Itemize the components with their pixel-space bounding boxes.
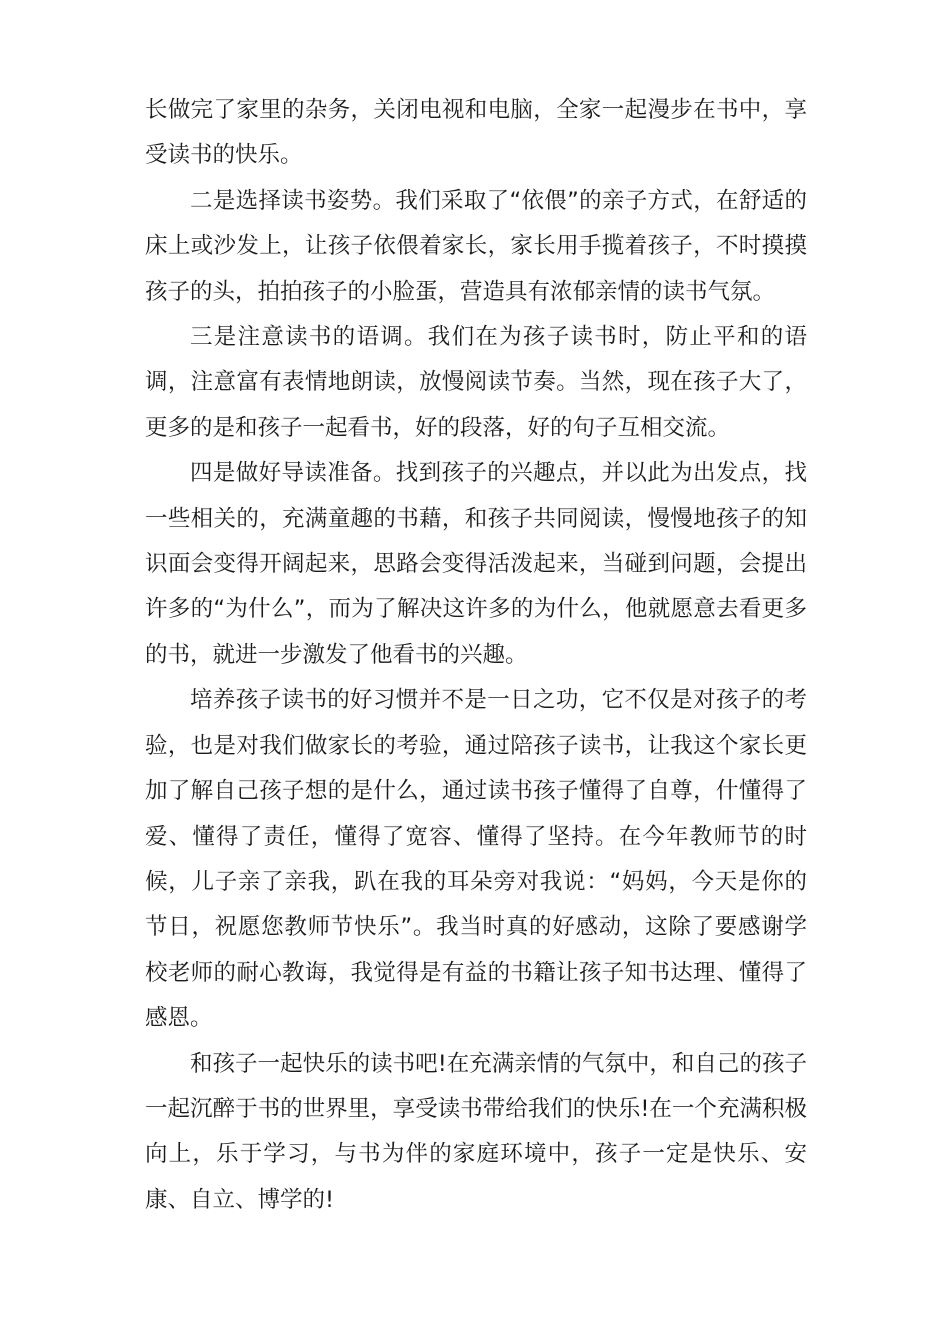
paragraph-reading-tone: 三是注意读书的语调。我们在为孩子读书时，防止平和的语调，注意富有表情地朗读，放慢阅读节奏。当然，现在孩子大了，更多的是和孩子一起看书，好的段落，好的句子互相交流。 xyxy=(145,324,807,441)
body-text xyxy=(145,88,807,1223)
paragraph-reading-posture: 二是选择读书姿势。我们采取了“依偎”的亲子方式，在舒适的床上或沙发上，让孩子依偎着家长，家长用手揽着孩子，不时摸摸孩子的头，拍拍孩子的小脸蛋，营造具有浓郁亲情的读书气氛。 xyxy=(145,187,807,305)
paragraph-conclusion: 和孩子一起快乐的读书吧!在充满亲情的气氛中，和自己的孩子一起沉醉于书的世界里，享受读书带给我们的快乐!在一个充满积极向上，乐于学习，与书为伴的家庭环境中，孩子一定是快乐、安康、自立、博学的! xyxy=(145,1050,807,1213)
paragraph-continuation: 长做完了家里的杂务，关闭电视和电脑，全家一起漫步在书中，享受读书的快乐。 xyxy=(145,97,807,169)
paragraph-reading-habit: 培养孩子读书的好习惯并不是一日之功，它不仅是对孩子的考验，也是对我们做家长的考验，通过陪孩子读书，让我这个家长更加了解自己孩子想的是什么，通过读书孩子懂得了自尊，什懂得了爱、懂得了责任，懂得了宽容、懂得了坚持。在今年教师节的时候，儿子亲了亲我，趴在我的耳朵旁对我说：“妈妈，今天是你的节日，祝愿您教师节快乐”。我当时真的好感动，这除了要感谢学校老师的耐心教诲，我觉得是有益的书籍让孩子知书达理、懂得了感恩。 xyxy=(145,687,807,1032)
paragraph-guided-reading: 四是做好导读准备。找到孩子的兴趣点，并以此为出发点，找一些相关的，充满童趣的书藉，和孩子共同阅读，慢慢地孩子的知识面会变得开阔起来，思路会变得活泼起来，当碰到问题，会提出许多的“为什么”，而为了解决这许多的为什么，他就愿意去看更多的书，就进一步激发了他看书的兴趣。 xyxy=(145,460,807,668)
